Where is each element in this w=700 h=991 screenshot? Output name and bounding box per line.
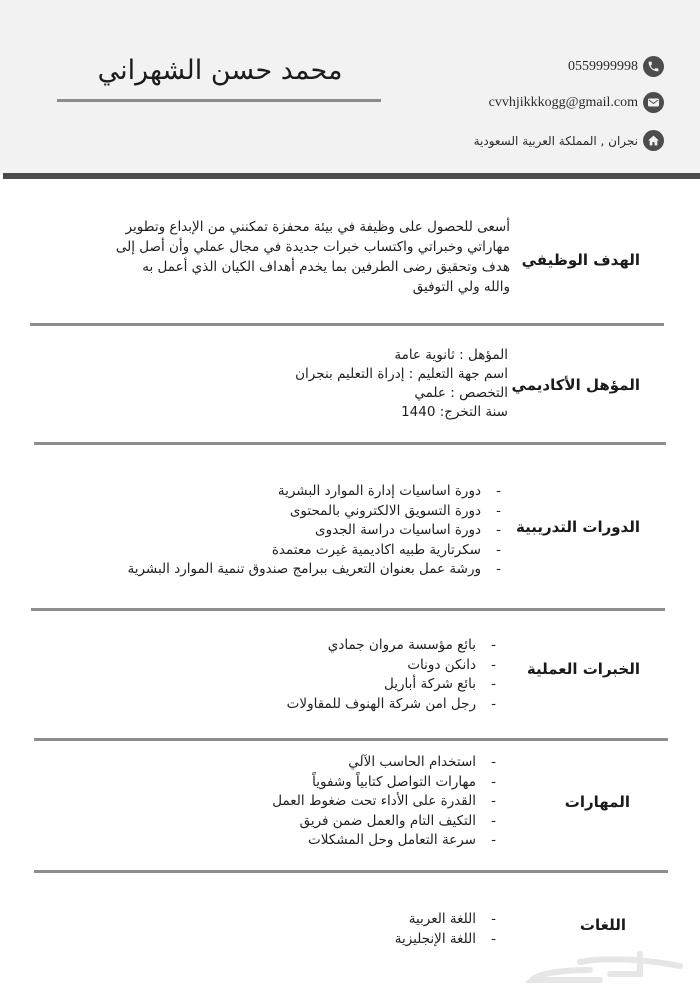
- header-divider-bar: [3, 173, 700, 179]
- education-line: المؤهل : ثانوية عامة: [394, 347, 508, 363]
- section-title-experience: الخبرات العملية: [526, 660, 640, 678]
- education-line: اسم جهة التعليم : إدراة التعليم بنجران: [295, 366, 508, 382]
- list-item: - دانكن دونات: [100, 656, 500, 676]
- section-title-skills: المهارات: [564, 793, 630, 811]
- courses-list: [75, 482, 505, 580]
- list-item: - اللغة الإنجليزية: [200, 930, 500, 950]
- contact-phone: [568, 56, 664, 77]
- education-line: سنة التخرج: 1440: [401, 404, 508, 420]
- section-divider: [34, 870, 668, 873]
- phone-number: 0559999998: [568, 58, 638, 74]
- objective-line: مهاراتي وخبراتي واكتساب خبرات جديدة في مجال عملي وأن أصل إلى: [115, 239, 510, 255]
- list-item: - سرعة التعامل وحل المشكلات: [100, 831, 500, 851]
- list-item: - التكيف التام والعمل ضمن فريق: [100, 812, 500, 832]
- applicant-name: محمد حسن الشهراني: [97, 55, 343, 86]
- section-divider: [34, 738, 668, 741]
- contact-email: [489, 92, 664, 113]
- education-details: [208, 346, 508, 422]
- list-item: - اللغة العربية: [200, 910, 500, 930]
- list-item: - سكرتارية طبيه اكاديمية غيرت معتمدة: [75, 541, 505, 561]
- section-divider: [34, 442, 666, 445]
- list-item: - القدرة على الأداء تحت ضغوط العمل: [100, 792, 500, 812]
- education-line: التخصص : علمي: [414, 385, 508, 401]
- email-address: cvvhjikkkogg@gmail.com: [488, 94, 638, 110]
- section-title-education: المؤهل الأكاديمي: [511, 376, 640, 394]
- objective-text: [70, 217, 510, 297]
- objective-line: والله ولي التوفيق: [412, 279, 510, 295]
- name-underline: [57, 99, 381, 102]
- address: نجران , المملكة العربية السعودية: [473, 133, 638, 148]
- objective-line: هدف وتحقيق رضى الطرفين بما يخدم أهداف الكيان الذي أعمل به: [142, 259, 510, 275]
- section-title-objective: الهدف الوظيفي: [521, 251, 640, 269]
- section-divider: [30, 323, 664, 326]
- section-divider: [31, 608, 665, 611]
- list-item: - استخدام الحاسب الآلي: [100, 753, 500, 773]
- haraj-watermark: [520, 948, 695, 988]
- objective-line: أسعى للحصول على وظيفة في بيئة محفزة تمكنني من الإبداع وتطوير: [125, 219, 510, 235]
- list-item: - بائع شركة أباريل: [100, 675, 500, 695]
- list-item: - مهارات التواصل كتابياً وشفوياً: [100, 773, 500, 793]
- list-item: - بائع مؤسسة مروان جمادي: [100, 636, 500, 656]
- skills-list: [100, 753, 500, 851]
- contact-address: [474, 130, 664, 151]
- list-item: - دورة التسويق الالكتروني بالمحتوى: [75, 502, 505, 522]
- resume-header: [0, 0, 700, 175]
- section-title-languages: اللغات: [579, 916, 626, 934]
- list-item: - دورة اساسيات دراسة الجدوى: [75, 521, 505, 541]
- section-title-courses: الدورات التدريبية: [515, 518, 640, 536]
- home-icon: [643, 130, 664, 151]
- email-icon: [643, 92, 664, 113]
- languages-list: [200, 910, 500, 949]
- experience-list: [100, 636, 500, 714]
- list-item: - دورة اساسيات إدارة الموارد البشرية: [75, 482, 505, 502]
- phone-icon: [643, 56, 664, 77]
- list-item: - ورشة عمل بعنوان التعريف ببرامج صندوق تنمية الموارد البشرية: [75, 560, 505, 580]
- list-item: - رجل امن شركة الهنوف للمقاولات: [100, 695, 500, 715]
